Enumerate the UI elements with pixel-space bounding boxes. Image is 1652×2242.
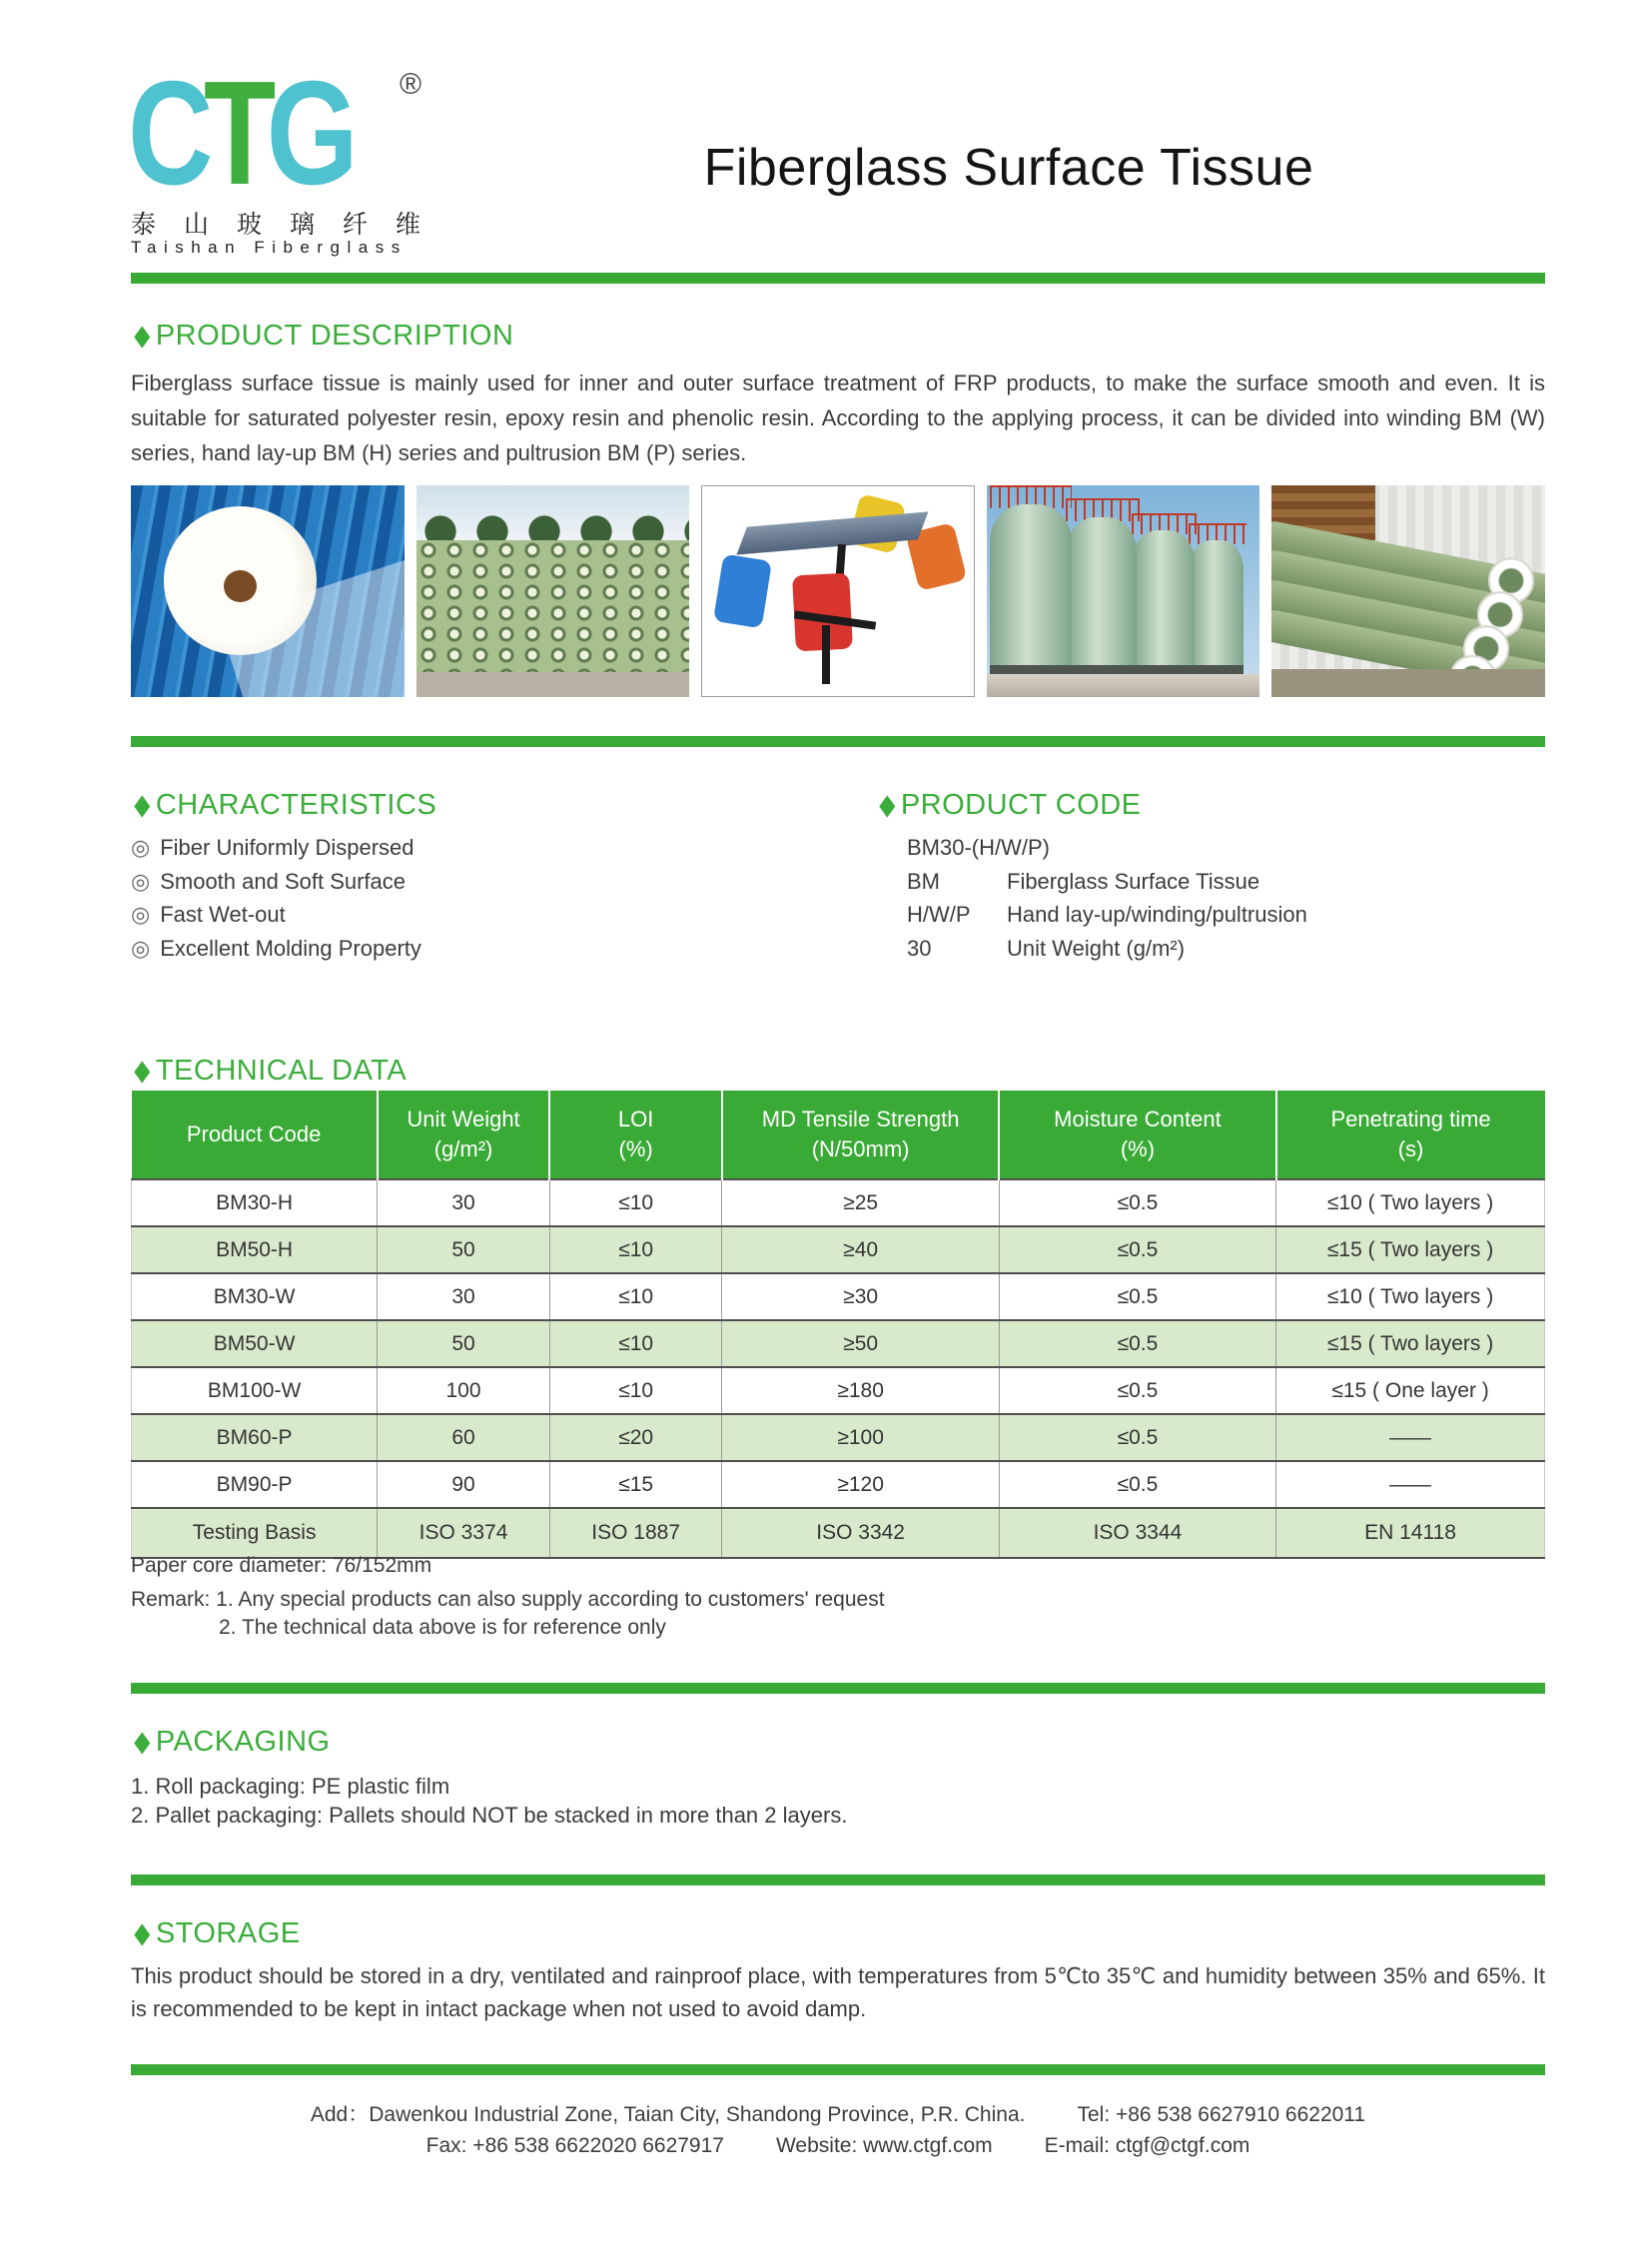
- cell-product-code: Testing Basis: [132, 1508, 378, 1558]
- table-row: [132, 1508, 1545, 1558]
- product-code-definition-row: [907, 932, 1307, 966]
- footer-segment: Fax: +86 538 6622020 6627917: [425, 2134, 724, 2157]
- footer-segment: Website: www.ctgf.com: [775, 2134, 993, 2157]
- circle-bullet-icon: ◎: [131, 902, 151, 927]
- cell-product-code: BM50-H: [132, 1226, 378, 1273]
- diamond-icon: ◆: [134, 1917, 151, 1949]
- table-header-cell: [378, 1091, 550, 1179]
- product-description-body: Fiberglass surface tissue is mainly used for inner and outer surface treatment of FRP products, to make the surface smooth and even. It is suitable for saturated polyester resin, epoxy resin and phenolic resin. According to the applying process, it can be divided into winding BM (W) series, hand lay-up BM (H) series and pultrusion BM (P) series.: [131, 371, 1545, 465]
- product-code-definition: Hand lay-up/winding/pultrusion: [1007, 902, 1307, 927]
- cell-moisture-content: ≤0.5: [999, 1367, 1275, 1414]
- divider-header: [131, 273, 1545, 284]
- product-code-line: BM30-(H/W/P): [907, 835, 1050, 860]
- cell-unit-weight: 30: [378, 1179, 550, 1226]
- table-row: [132, 1414, 1545, 1461]
- cell-unit-weight: ISO 3374: [378, 1508, 550, 1558]
- cell-tensile-strength: ≥40: [722, 1226, 999, 1273]
- section-title-technical-data: [131, 1053, 407, 1088]
- header-line1: LOI: [617, 1107, 654, 1131]
- product-code-block: [907, 831, 1307, 965]
- cell-moisture-content: ≤0.5: [999, 1179, 1275, 1226]
- cell-loi: ≤10: [549, 1179, 722, 1226]
- product-code-term: H/W/P: [907, 902, 971, 927]
- photo-frp-pipes-warehouse: [1271, 485, 1545, 697]
- product-code-term: 30: [907, 935, 932, 961]
- product-code-definition-row: [907, 865, 1307, 899]
- header-line1: MD Tensile Strength: [761, 1107, 960, 1131]
- characteristics-item-text: Fast Wet-out: [160, 902, 286, 927]
- header-line1: Penetrating time: [1330, 1107, 1491, 1131]
- cell-product-code: BM50-W: [132, 1320, 378, 1367]
- cell-penetrating-time: ≤15 ( Two layers ): [1276, 1226, 1545, 1273]
- cell-penetrating-time: EN 14118: [1276, 1508, 1545, 1558]
- storage-body: This product should be stored in a dry, ventilated and rainproof place, with temperatures from 5℃to 35℃ and humidity between 35% and 65%. It is recommended to be kept in intact package when not used to avoid damp.: [131, 1963, 1545, 2021]
- table-row: [132, 1320, 1545, 1367]
- product-code-definition: Fiberglass Surface Tissue: [1007, 868, 1260, 894]
- product-code-definition-row: [907, 898, 1307, 932]
- cell-unit-weight: 100: [378, 1367, 550, 1414]
- cell-moisture-content: ≤0.5: [999, 1273, 1275, 1320]
- photo-frp-tanks: [987, 485, 1260, 697]
- header-line1: Moisture Content: [1054, 1107, 1222, 1131]
- section-title-characteristics: [131, 787, 436, 822]
- cell-product-code: BM90-P: [132, 1461, 378, 1508]
- divider-packaging: [131, 1874, 1545, 1885]
- characteristics-list: [131, 831, 421, 965]
- table-body: [132, 1179, 1545, 1558]
- header-line2: (g/m²): [433, 1136, 493, 1161]
- section-title-text: CHARACTERISTICS: [155, 789, 437, 821]
- cell-product-code: BM60-P: [132, 1414, 378, 1461]
- characteristics-item: [131, 831, 421, 865]
- divider-technical: [131, 1683, 1545, 1694]
- circle-bullet-icon: ◎: [131, 868, 151, 894]
- product-code-definitions: [907, 865, 1307, 966]
- circle-bullet-icon: ◎: [131, 835, 151, 860]
- cell-loi: ≤15: [549, 1461, 722, 1508]
- logo-letter-g: G: [266, 51, 350, 216]
- logo-letter-c: C: [128, 51, 204, 216]
- cell-unit-weight: 30: [378, 1273, 550, 1320]
- note-paper-core: Paper core diameter: 76/152mm: [131, 1554, 432, 1577]
- cell-tensile-strength: ≥100: [722, 1414, 999, 1461]
- photo-tissue-roll: [131, 485, 405, 697]
- cell-loi: ≤10: [549, 1367, 722, 1414]
- cell-loi: ≤20: [549, 1414, 722, 1461]
- cell-moisture-content: ISO 3344: [999, 1508, 1275, 1558]
- cell-tensile-strength: ≥25: [722, 1179, 999, 1226]
- diamond-icon: ◆: [879, 789, 896, 821]
- section-title-product-code: [876, 787, 1142, 822]
- logo-ctg-text: [128, 51, 350, 216]
- divider-photos: [131, 736, 1545, 747]
- product-code-definition: Unit Weight (g/m²): [1007, 935, 1186, 961]
- product-photo-strip: [131, 485, 1545, 697]
- table-header-cell: [1276, 1091, 1545, 1179]
- header-line1: Unit Weight: [407, 1107, 520, 1131]
- product-code-term: BM: [907, 868, 940, 894]
- logo-english-name: Taishan Fiberglass: [131, 238, 408, 257]
- table-header-cell: [722, 1091, 999, 1179]
- cell-penetrating-time: ——: [1276, 1461, 1545, 1508]
- registered-trademark-icon: ®: [400, 68, 422, 101]
- table-header-cell: [132, 1091, 378, 1179]
- roll-core-hole: [224, 570, 257, 602]
- cell-moisture-content: ≤0.5: [999, 1414, 1275, 1461]
- table-header-row: [132, 1091, 1545, 1179]
- table-header-cell: [999, 1091, 1275, 1179]
- cell-penetrating-time: ≤10 ( Two layers ): [1276, 1179, 1545, 1226]
- diamond-icon: ◆: [134, 1726, 151, 1758]
- section-title-text: PACKAGING: [155, 1726, 331, 1758]
- characteristics-item: [131, 865, 421, 899]
- cell-moisture-content: ≤0.5: [999, 1320, 1275, 1367]
- table-row: [132, 1179, 1545, 1226]
- diamond-icon: ◆: [134, 1055, 151, 1087]
- table-row: [132, 1226, 1545, 1273]
- footer-segment: Tel: +86 538 6627910 6622011: [1077, 2103, 1366, 2126]
- header-line2: (N/50mm): [811, 1136, 910, 1161]
- diamond-icon: ◆: [134, 789, 151, 821]
- footer-segment: Add：Dawenkou Industrial Zone, Taian City, Shandong Province, P.R. China.: [310, 2103, 1026, 2126]
- page-title: Fiberglass Surface Tissue: [703, 139, 1314, 197]
- cell-penetrating-time: ≤10 ( Two layers ): [1276, 1273, 1545, 1320]
- section-title-text: STORAGE: [155, 1917, 301, 1949]
- footer-line-1: [131, 2099, 1545, 2130]
- table-row: [132, 1273, 1545, 1320]
- cell-loi: ≤10: [549, 1320, 722, 1367]
- divider-storage: [131, 2064, 1545, 2075]
- photo-frp-canteen-table: [701, 485, 975, 697]
- section-title-text: TECHNICAL DATA: [155, 1055, 408, 1087]
- cell-moisture-content: ≤0.5: [999, 1461, 1275, 1508]
- footer-segment: E-mail: ctgf@ctgf.com: [1044, 2134, 1250, 2157]
- header-line1: Product Code: [186, 1121, 322, 1146]
- cell-product-code: BM30-W: [132, 1273, 378, 1320]
- cell-penetrating-time: ——: [1276, 1414, 1545, 1461]
- cell-unit-weight: 90: [378, 1461, 550, 1508]
- cell-unit-weight: 60: [378, 1414, 550, 1461]
- cell-product-code: BM100-W: [132, 1367, 378, 1414]
- contact-footer: [131, 2099, 1545, 2161]
- characteristics-item-text: Smooth and Soft Surface: [160, 868, 407, 894]
- packaging-item: 2. Pallet packaging: Pallets should NOT be stacked in more than 2 layers.: [131, 1803, 848, 1828]
- diamond-icon: ◆: [134, 320, 151, 352]
- circle-bullet-icon: ◎: [131, 935, 151, 961]
- cell-loi: ≤10: [549, 1273, 722, 1320]
- cell-moisture-content: ≤0.5: [999, 1226, 1275, 1273]
- section-title-text: PRODUCT CODE: [900, 789, 1142, 821]
- table-row: [132, 1367, 1545, 1414]
- cell-tensile-strength: ≥120: [722, 1461, 999, 1508]
- note-remark-1: Remark: 1. Any special products can also supply according to customers' request: [131, 1588, 885, 1611]
- characteristics-item-text: Fiber Uniformly Dispersed: [160, 835, 414, 860]
- cell-loi: ISO 1887: [549, 1508, 722, 1558]
- header-line2: (%): [618, 1136, 653, 1161]
- cell-penetrating-time: ≤15 ( Two layers ): [1276, 1320, 1545, 1367]
- cell-tensile-strength: ≥180: [722, 1367, 999, 1414]
- characteristics-item: [131, 932, 421, 966]
- header-line2: (%): [1120, 1136, 1156, 1161]
- cell-product-code: BM30-H: [132, 1179, 378, 1226]
- section-title-packaging: [131, 1724, 331, 1759]
- section-title-storage: [131, 1915, 301, 1950]
- note-remark-2: 2. The technical data above is for reference only: [219, 1616, 666, 1639]
- cell-unit-weight: 50: [378, 1320, 550, 1367]
- cell-loi: ≤10: [549, 1226, 722, 1273]
- cell-tensile-strength: ≥30: [722, 1273, 999, 1320]
- company-logo: [128, 51, 547, 216]
- cell-penetrating-time: ≤15 ( One layer ): [1276, 1367, 1545, 1414]
- logo-letter-t: T: [203, 51, 267, 216]
- footer-line-2: [131, 2130, 1545, 2161]
- characteristics-item: [131, 898, 421, 932]
- logo-chinese-name: 泰山玻璃纤维: [131, 211, 449, 239]
- photo-frp-pipe-stack: [416, 485, 690, 697]
- section-title-text: PRODUCT DESCRIPTION: [155, 320, 514, 352]
- table-row: [132, 1461, 1545, 1508]
- packaging-list: [131, 1772, 847, 1830]
- header-line2: (s): [1397, 1136, 1424, 1161]
- table-header-cell: [549, 1091, 722, 1179]
- section-title-product-description: [131, 318, 513, 353]
- characteristics-item-text: Excellent Molding Property: [160, 935, 421, 961]
- cell-tensile-strength: ISO 3342: [722, 1508, 999, 1558]
- cell-tensile-strength: ≥50: [722, 1320, 999, 1367]
- technical-data-table: [131, 1091, 1545, 1559]
- packaging-item: 1. Roll packaging: PE plastic film: [131, 1774, 450, 1799]
- cell-unit-weight: 50: [378, 1226, 550, 1273]
